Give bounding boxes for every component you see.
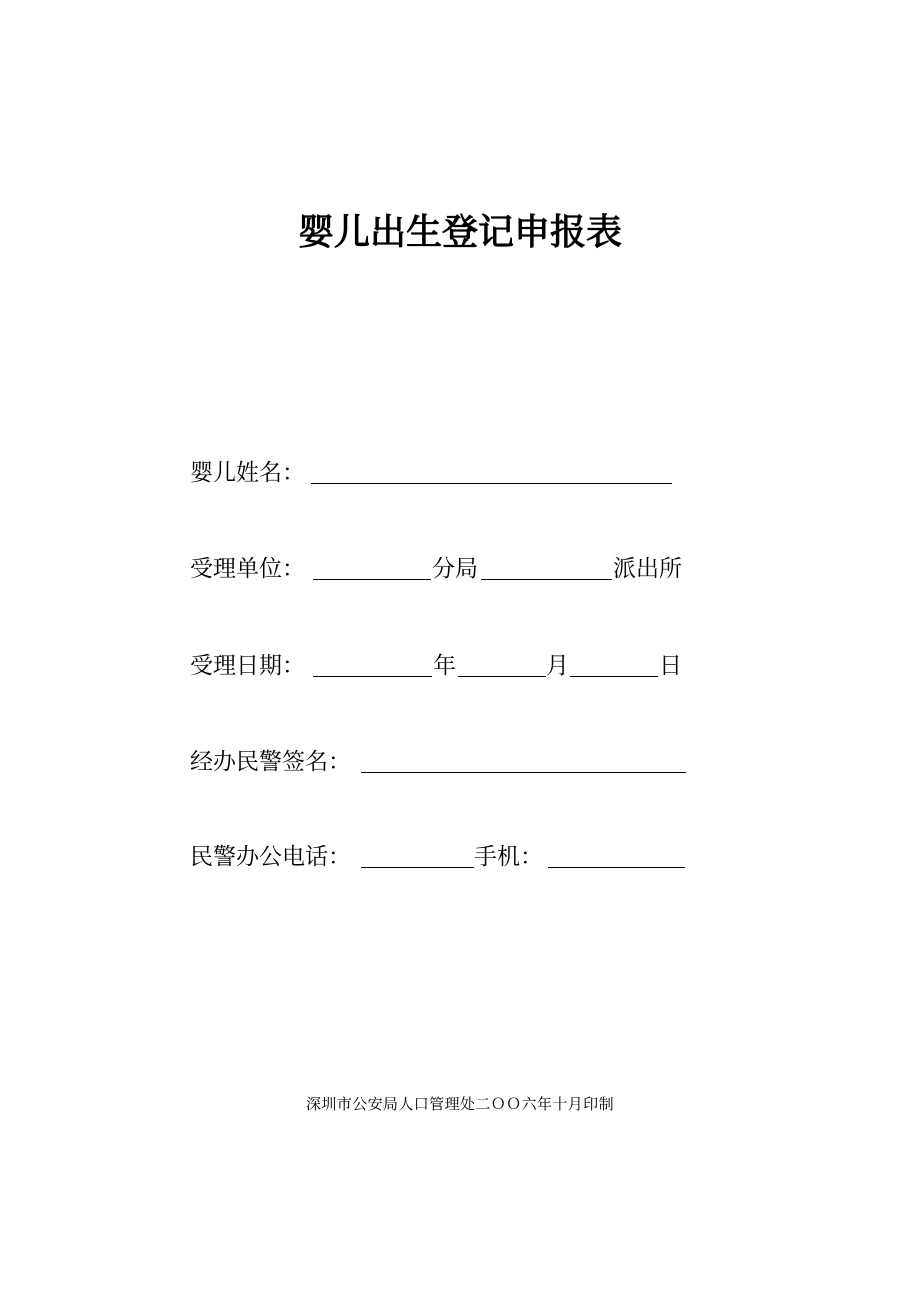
baby-name-label: 婴儿姓名： <box>190 460 305 486</box>
branch-blank[interactable] <box>313 579 431 580</box>
branch-suffix: 分局 <box>432 556 478 582</box>
field-accepting-date <box>190 649 690 683</box>
accepting-unit-label: 受理单位： <box>190 556 305 582</box>
baby-name-blank[interactable] <box>311 483 672 484</box>
mobile-label: 手机： <box>474 844 543 870</box>
year-suffix: 年 <box>433 653 456 679</box>
document-footer: 深圳市公安局人口管理处二ＯＯ六年十月印制 <box>305 1095 614 1113</box>
mobile-blank[interactable] <box>548 867 685 868</box>
field-accepting-unit <box>190 552 690 586</box>
month-blank[interactable] <box>458 676 546 677</box>
accepting-date-label: 受理日期： <box>190 653 305 679</box>
field-officer-signature <box>190 745 690 779</box>
field-baby-name <box>190 456 690 490</box>
year-blank[interactable] <box>313 676 432 677</box>
office-phone-blank[interactable] <box>361 867 474 868</box>
field-officer-phone <box>190 840 690 874</box>
document-title: 婴儿出生登记申报表 <box>297 212 622 253</box>
station-blank[interactable] <box>481 579 612 580</box>
day-suffix: 日 <box>659 653 682 679</box>
day-blank[interactable] <box>570 676 658 677</box>
officer-signature-blank[interactable] <box>361 772 686 773</box>
month-suffix: 月 <box>546 653 569 679</box>
station-suffix: 派出所 <box>613 556 682 582</box>
office-phone-label: 民警办公电话： <box>190 844 351 870</box>
officer-signature-label: 经办民警签名： <box>190 749 351 775</box>
